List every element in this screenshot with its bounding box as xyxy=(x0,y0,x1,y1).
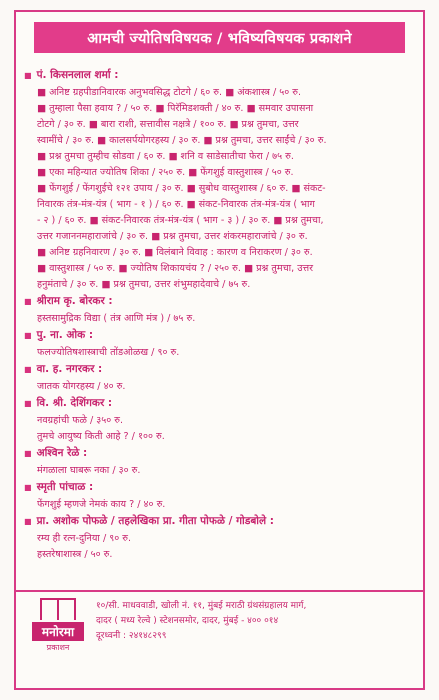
publication-line: उत्तर गजाननमहाराजांचे / ३० रु. ■ प्रश्न तुमचा, उत्तर शंकरमहाराजांचे / ३० रु. xyxy=(37,231,308,242)
publication-line: निवारक तंत्र-मंत्र-यंत्र ( भाग - १ ) / ६० रु. ■ संकट-निवारक तंत्र-मंत्र-यंत्र ( भाग xyxy=(37,199,315,210)
publication-line: नवग्रहांची फळे / ३५० रु. xyxy=(37,415,124,426)
footer-divider xyxy=(14,590,425,592)
author-heading xyxy=(24,293,416,310)
author-name: स्मृती पांचाळ : xyxy=(36,481,94,493)
publication-line: तुमचे आयुष्य किती आहे ? / १०० रु. xyxy=(37,431,165,442)
book-icon xyxy=(40,598,76,620)
publication-line: ■ एका महिन्यात ज्योतिष शिका / २५० रु. ■ फेंगशुई वास्तुशास्त्र / ५० रु. xyxy=(37,167,294,178)
publication-line: मंगळाला घाबरू नका / ३० रु. xyxy=(37,465,141,476)
logo-sub: प्रकाशन xyxy=(46,643,70,652)
bullet-icon: ■ xyxy=(24,331,32,340)
author-heading xyxy=(24,445,416,462)
publication-line: जातक योगरहस्य / ४० रु. xyxy=(37,381,126,392)
publication-line: ■ तुम्हाला पैसा हवाय ? / ५० रु. ■ पिरॅमिडशक्ती / ४० रु. ■ समवार उपासना xyxy=(37,103,314,114)
bullet-icon: ■ xyxy=(24,517,32,526)
author-name: वि. श्री. देशिंगकर : xyxy=(36,397,113,409)
publication-line: ■ फेंगशुई / फेंगशुईचे १२१ उपाय / ३० रु. ■ सुबोध वास्तुशास्त्र / ६० रु. ■ संकट- xyxy=(37,183,326,194)
bullet-icon: ■ xyxy=(24,483,32,492)
author-heading xyxy=(24,513,416,530)
publication-list xyxy=(24,67,416,563)
publication-line: ■ वास्तुशास्त्र / ५० रु. ■ ज्योतिष शिकायचंय ? / २५० रु. ■ प्रश्न तुमचा, उत्तर xyxy=(37,263,314,274)
publication-line: हस्तसामुद्रिक विद्या ( तंत्र आणि मंत्र ) / ७५ रु. xyxy=(37,313,196,324)
publication-line: ■ प्रश्न तुमचा तुम्हीच सोडवा / ६० रु. ■ शनि व साडेसातीचा फेरा / ७५ रु. xyxy=(37,151,294,162)
bullet-icon: ■ xyxy=(24,71,32,80)
author-name: श्रीराम कृ. बोरकर : xyxy=(36,295,113,307)
author-name: प्रा. अशोक पोफळे / तहलेखिका प्रा. गीता पोफळे / गोडबोले : xyxy=(36,515,275,527)
bullet-icon: ■ xyxy=(24,449,32,458)
author-heading xyxy=(24,327,416,344)
author-heading xyxy=(24,67,416,84)
publication-line: हस्तरेषाशास्त्र / ५० रु. xyxy=(37,549,113,560)
publisher-logo xyxy=(24,598,92,662)
bullet-icon: ■ xyxy=(24,297,32,306)
author-name: अश्विन रेळे : xyxy=(36,447,88,459)
publication-line: स्वामींचे / ३० रु. ■ कालसर्पयोगरहस्य / ३० रु. ■ प्रश्न तुमचा, उत्तर साईंचे / ३० रु. xyxy=(37,135,327,146)
publication-line: फेंगशुई म्हणजे नेमकं काय ? / ४० रु. xyxy=(37,499,166,510)
publication-line: फलज्योतिषशास्त्राची तोंडओळख / ९० रु. xyxy=(37,347,180,358)
author-name: वा. ह. नगरकर : xyxy=(36,363,103,375)
publication-line: ■ अनिष्ट ग्रहपीडानिवारक अनुभवसिद्ध टोटगे / ६० रु. ■ अंकशास्त्र / ५० रु. xyxy=(37,87,302,98)
author-heading xyxy=(24,395,416,412)
author-heading xyxy=(24,479,416,496)
publication-line: - २ ) / ६० रु. ■ संकट-निवारक तंत्र-मंत्र-यंत्र ( भाग - ३ ) / ३० रु. ■ प्रश्न तुमचा, xyxy=(37,215,324,226)
publication-line: रम्य ही रत्न-दुनिया / ९० रु. xyxy=(37,533,132,544)
author-name: पं. किसनलाल शर्मा : xyxy=(36,69,119,81)
logo-name: मनोरमा xyxy=(32,622,84,641)
publisher-address xyxy=(96,599,420,644)
publication-line: ■ अनिष्ट ग्रहनिवारण / ३० रु. ■ विलंबाने विवाह : कारण व निराकरण / ३० रु. xyxy=(37,247,313,258)
publication-line: टोटगे / ३० रु. ■ बारा राशी, सत्तावीस नक्षत्रे / १०० रु. ■ प्रश्न तुमचा, उत्तर xyxy=(37,119,299,130)
page-title: आमची ज्योतिषविषयक / भविष्यविषयक प्रकाशने xyxy=(34,22,405,53)
address-line: दादर ( मध्य रेल्वे ) स्टेशनसमोर, दादर, मुंबई - ४०० ०१४ xyxy=(96,616,279,626)
address-line: १०/सी. माधववाडी, खोली नं. ११, मुंबई मराठी ग्रंथसंग्रहालय मार्ग, xyxy=(96,601,307,611)
author-name: पु. ना. ओक : xyxy=(36,329,94,341)
bullet-icon: ■ xyxy=(24,365,32,374)
bullet-icon: ■ xyxy=(24,399,32,408)
phone-line: दूरध्वनी : २४१४८२९९ xyxy=(96,631,167,641)
author-heading xyxy=(24,361,416,378)
publication-line: हनुमंताचे / ३० रु. ■ प्रश्न तुमचा, उत्तर शंभुमहादेवाचे / ७५ रु. xyxy=(37,279,251,290)
